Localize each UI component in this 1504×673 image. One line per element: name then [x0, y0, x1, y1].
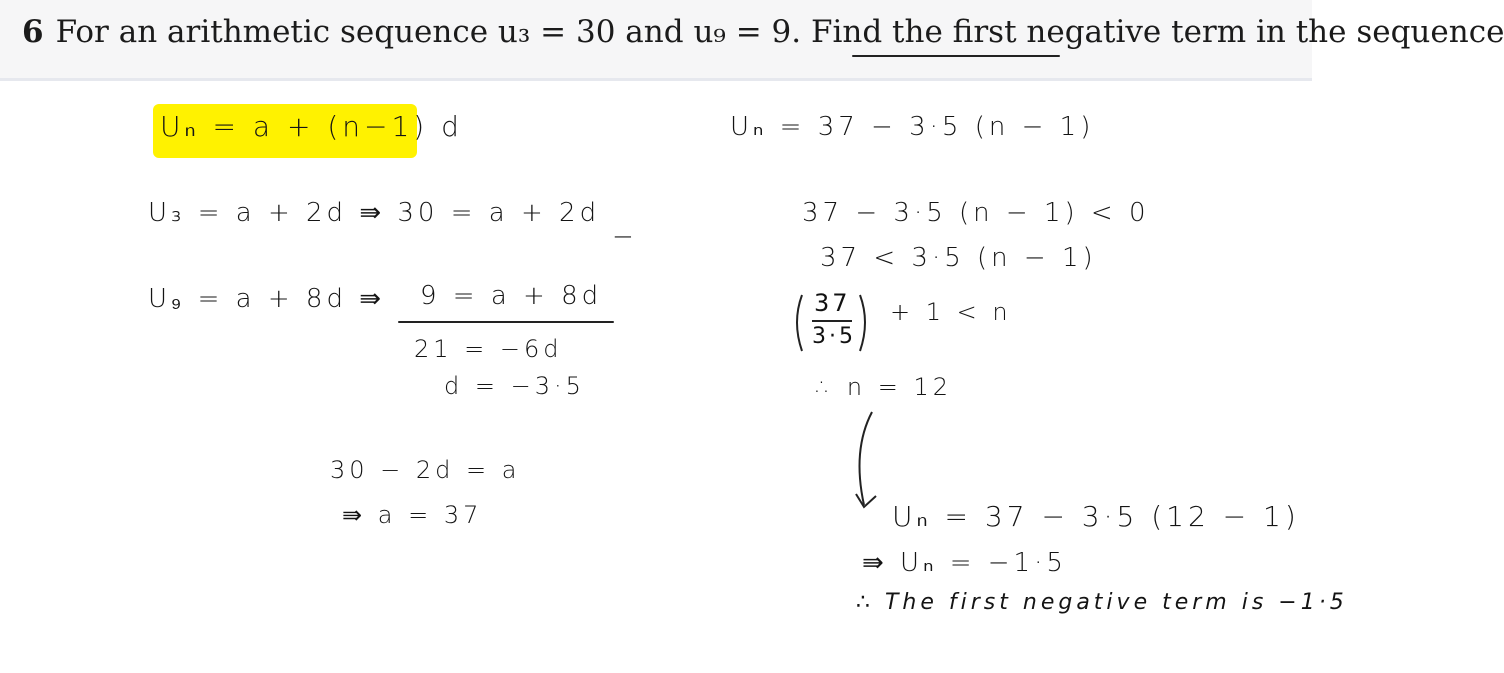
inequality-2: 37 < 3·5 (n − 1)	[820, 243, 1097, 273]
general-term: Uₙ = 37 − 3·5 (n − 1)	[730, 112, 1095, 142]
question-number: 6	[22, 14, 44, 50]
general-formula: Uₙ = a + (n−1) d	[160, 110, 463, 143]
fraction-numerator: 37	[814, 289, 851, 317]
substitution-line: Uₙ = 37 − 3·5 (12 − 1)	[892, 500, 1300, 533]
inequality-1: 37 − 3·5 (n − 1) < 0	[802, 198, 1150, 228]
u9-rhs: 9 = a + 8d	[420, 281, 603, 311]
result-line: ⇛ Uₙ = −1·5	[862, 548, 1067, 578]
u3-equation: U₃ = a + 2d ⇛ 30 = a + 2d	[148, 198, 601, 228]
a-value: ⇛ a = 37	[342, 501, 483, 529]
fraction-denominator: 3·5	[812, 324, 856, 349]
subtract-sign: −	[612, 222, 638, 252]
conclusion-line: ∴ The first negative term is −1·5	[856, 590, 1348, 615]
n-equals-12: ∴ n = 12	[816, 373, 953, 401]
difference-equation: 21 = −6d	[414, 335, 563, 363]
question-text: For an arithmetic sequence u₃ = 30 and u₉ = 9. Find the first negative term in the sequence	[55, 14, 1504, 50]
common-difference: d = −3·5	[444, 372, 585, 400]
a-rearranged: 30 − 2d = a	[330, 456, 521, 484]
u9-equation: U₉ = a + 8d ⇛	[148, 284, 385, 314]
fraction-plus-one: + 1 < n	[890, 298, 1012, 326]
